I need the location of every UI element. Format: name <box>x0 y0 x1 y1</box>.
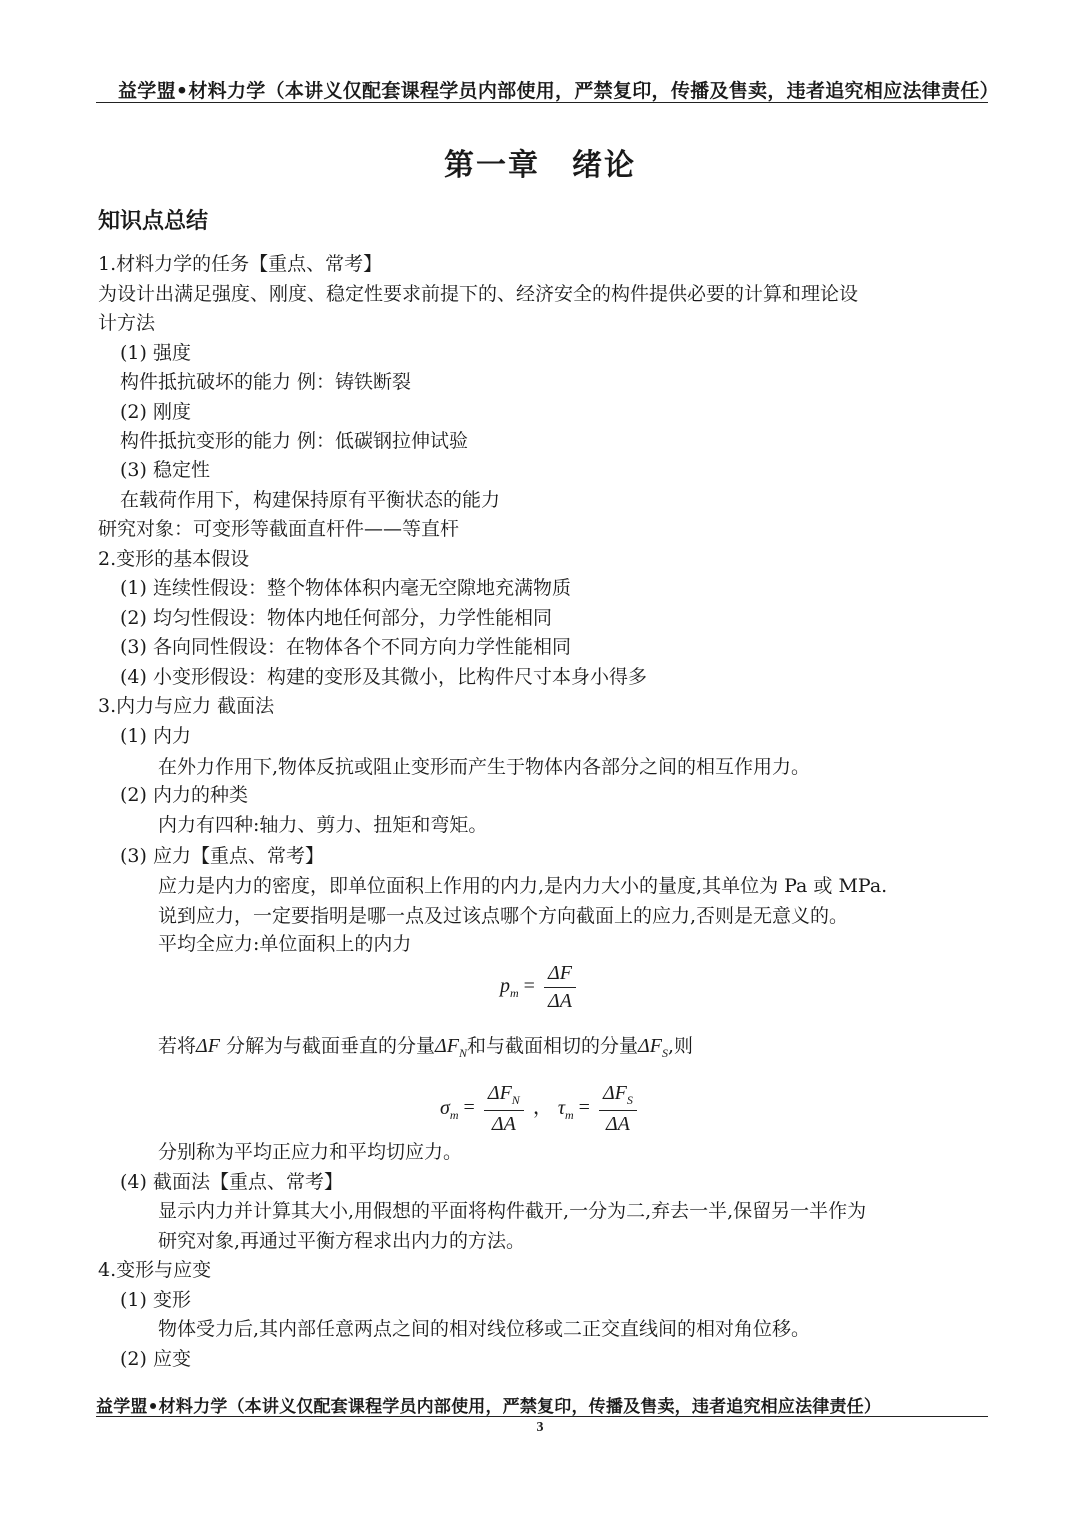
paragraph-line: 分别称为平均正应力和平均切应力。 <box>158 1141 463 1163</box>
formula-fraction <box>599 1082 637 1136</box>
header-rule <box>96 102 988 103</box>
chapter-number: 第一章 <box>444 148 540 183</box>
paragraph-line: 物体受力后,其内部任意两点之间的相对线位移或二正交直线间的相对角位移。 <box>158 1318 811 1340</box>
formula-equals: = <box>523 975 535 998</box>
sub-item: (1) 变形 <box>120 1289 191 1311</box>
sub-item: (2) 应变 <box>120 1348 191 1370</box>
item-heading: 4.变形与应变 <box>98 1259 212 1281</box>
paragraph-line: 在载荷作用下，构建保持原有平衡状态的能力 <box>120 489 501 511</box>
paragraph-line: 为设计出满足强度、刚度、稳定性要求前提下的、经济安全的构件提供必要的计算和理论设 <box>98 283 859 305</box>
formula-tau: $\tau_m$ <box>557 1096 574 1122</box>
formula-normal-shear-stress <box>440 1082 641 1136</box>
chapter-title <box>0 140 1080 184</box>
sub-item: (1) 强度 <box>120 342 191 364</box>
formula-equals: = <box>578 1096 590 1119</box>
paragraph-line: 应力是内力的密度，即单位面积上作用的内力,是内力大小的量度,其单位为 Pa 或 MPa. <box>158 875 888 897</box>
formula-sigma: $\sigma_m$ <box>440 1096 459 1122</box>
sub-item: (2) 均匀性假设：物体内地任何部分，力学性能相同 <box>120 607 552 629</box>
decompose-line: 若将ΔF 分解为与截面垂直的分量$\Delta F_N$和与截面相切的分量$\Delta F_S$,则 <box>158 1035 694 1060</box>
item-heading: 2.变形的基本假设 <box>98 548 250 570</box>
formula-equals: = <box>463 1096 475 1119</box>
section-heading: 知识点总结 <box>98 208 209 234</box>
paragraph-line: 平均全应力:单位面积上的内力 <box>158 933 412 955</box>
item-heading: 1.材料力学的任务【重点、常考】 <box>98 253 383 275</box>
formula-lhs: $p_m$ <box>500 975 519 1001</box>
fraction-numerator: $\Delta F_N$ <box>484 1082 524 1111</box>
paragraph-line: 研究对象,再通过平衡方程求出内力的方法。 <box>158 1230 526 1252</box>
sub-item: (3) 应力【重点、常考】 <box>120 845 324 867</box>
fraction-denominator: ΔA <box>605 1113 630 1135</box>
fraction-numerator: $\Delta F_S$ <box>599 1082 637 1111</box>
formula-average-stress <box>500 962 580 1013</box>
formula-fraction <box>484 1082 524 1136</box>
paragraph-line: 说到应力，一定要指明是哪一点及过该点哪个方向截面上的应力,否则是无意义的。 <box>158 905 849 927</box>
footer-rule <box>96 1416 988 1417</box>
sub-item: (1) 连续性假设：整个物体体积内毫无空隙地充满物质 <box>120 577 571 599</box>
fraction-numerator: ΔF <box>544 962 576 988</box>
fraction-denominator: ΔA <box>547 990 572 1012</box>
page-footer: 益学盟•材料力学（本讲义仅配套课程学员内部使用，严禁复印，传播及售卖，违者追究相应法律责任） <box>96 1397 882 1417</box>
math-dF: ΔF <box>196 1035 220 1057</box>
paragraph-line: 研究对象：可变形等截面直杆件——等直杆 <box>98 518 460 540</box>
paragraph-line: 构件抵抗变形的能力 例：低碳钢拉伸试验 <box>120 430 469 452</box>
sub-item: (4) 小变形假设：构建的变形及其微小，比构件尺寸本身小得多 <box>120 666 647 688</box>
paragraph-line: 构件抵抗破坏的能力 例：铸铁断裂 <box>120 371 412 393</box>
page-number: 3 <box>536 1420 544 1435</box>
fraction-denominator: ΔA <box>491 1113 516 1135</box>
sub-item: (3) 各向同性假设：在物体各个不同方向力学性能相同 <box>120 636 571 658</box>
paragraph-line: 显示内力并计算其大小,用假想的平面将构件截开,一分为二,弃去一半,保留另一半作为 <box>158 1200 867 1222</box>
sub-item: (2) 内力的种类 <box>120 784 248 806</box>
math-dFS: $\Delta F_S$ <box>638 1035 668 1060</box>
page-header: 益学盟•材料力学（本讲义仅配套课程学员内部使用，严禁复印，传播及售卖，违者追究相应法律责任） <box>118 80 999 102</box>
formula-fraction <box>544 962 576 1013</box>
sub-item: (2) 刚度 <box>120 401 191 423</box>
paragraph-line: 内力有四种:轴力、剪力、扭矩和弯矩。 <box>158 814 488 836</box>
formula-separator: ， <box>532 1096 553 1119</box>
sub-item: (4) 截面法【重点、常考】 <box>120 1171 343 1193</box>
chapter-name: 绪论 <box>572 148 636 183</box>
paragraph-line: 在外力作用下,物体反抗或阻止变形而产生于物体内各部分之间的相互作用力。 <box>158 756 811 778</box>
sub-item: (1) 内力 <box>120 725 191 747</box>
math-dFN: $\Delta F_N$ <box>435 1035 468 1060</box>
item-heading: 3.内力与应力 截面法 <box>98 695 275 717</box>
paragraph-line: 计方法 <box>98 312 156 334</box>
sub-item: (3) 稳定性 <box>120 459 210 481</box>
